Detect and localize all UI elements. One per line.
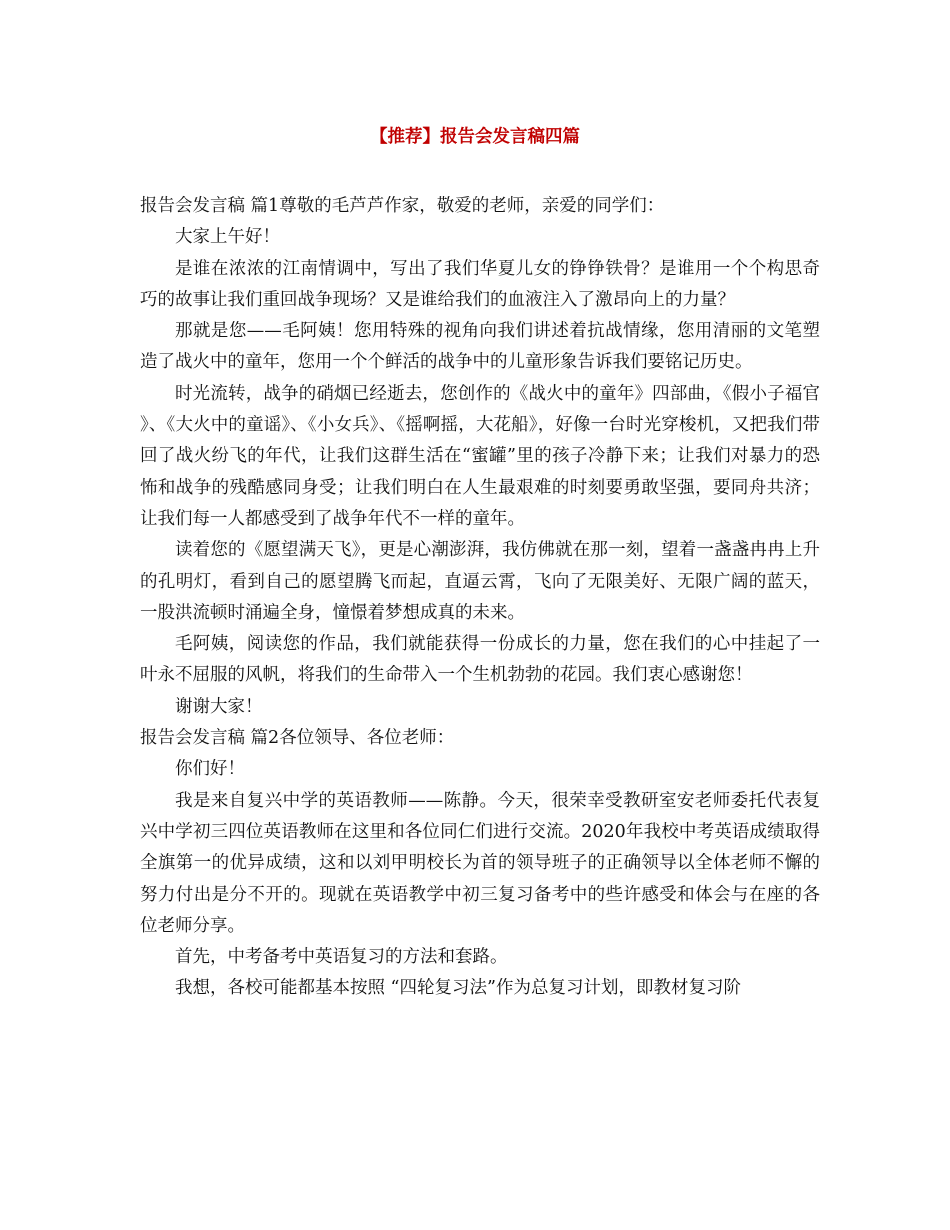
paragraph: 读着您的《愿望满天飞》，更是心潮澎湃，我仿佛就在那一刻，望着一盏盏冉冉上升的孔明灯，看到自己的愿望腾飞而起，直逼云霄，飞向了无限美好、无限广阔的蓝天，一股洪流顿时涌遍全身，憧憬着梦想成真的未来。 [140, 540, 820, 623]
paragraph: 时光流转，战争的硝烟已经逝去，您创作的《战火中的童年》四部曲，《假小子福官》、《大火中的童谣》、《小女兵》、《摇啊摇，大花船》，好像一台时光穿梭机，又把我们带回了战火纷飞的年代，让我们这群生活在“蜜罐”里的孩子冷静下来；让我们对暴力的恐怖和战争的残酷感同身受；让我们明白在人生最艰难的时刻要勇敢坚强，要同舟共济；让我们每一人都感受到了战争年代不一样的童年。 [140, 383, 820, 529]
paragraph: 是谁在浓浓的江南情调中，写出了我们华夏儿女的铮铮铁骨？是谁用一个个构思奇巧的故事让我们重回战争现场？又是谁给我们的血液注入了激昂向上的力量？ [140, 258, 820, 310]
paragraph: 首先，中考备考中英语复习的方法和套路。 [175, 947, 508, 968]
document-body [140, 191, 820, 1005]
paragraph: 报告会发言稿 篇1尊敬的毛芦芦作家，敬爱的老师，亲爱的同学们： [140, 196, 665, 216]
paragraph: 我想，各校可能都基本按照 “四轮复习法”作为总复习计划，即教材复习阶 [175, 978, 741, 999]
paragraph: 那就是您——毛阿姨！您用特殊的视角向我们讲述着抗战情缘，您用清丽的文笔塑造了战火中的童年，您用一个个鲜活的战争中的儿童形象告诉我们要铭记历史。 [140, 321, 820, 373]
paragraph: 毛阿姨，阅读您的作品，我们就能获得一份成长的力量，您在我们的心中挂起了一叶永不屈服的风帆，将我们的生命带入一个生机勃勃的花园。我们衷心感谢您！ [140, 634, 820, 686]
paragraph: 我是来自复兴中学的英语教师——陈静。今天，很荣幸受教研室安老师委托代表复兴中学初三四位英语教师在这里和各位同仁们进行交流。2020年我校中考英语成绩取得全旗第一的优异成绩，这和以刘甲明校长为首的领导班子的正确领导以全体老师不懈的努力付出是分不开的。现就在英语教学中初三复习备考中的些许感受和体会与在座的各位老师分享。 [140, 790, 820, 936]
paragraph: 你们好！ [175, 759, 245, 780]
paragraph: 报告会发言稿 篇2各位领导、各位老师： [140, 728, 455, 749]
document-title: 【推荐】报告会发言稿四篇 [370, 127, 580, 147]
paragraph: 谢谢大家！ [175, 696, 263, 717]
paragraph: 大家上午好！ [175, 227, 280, 248]
